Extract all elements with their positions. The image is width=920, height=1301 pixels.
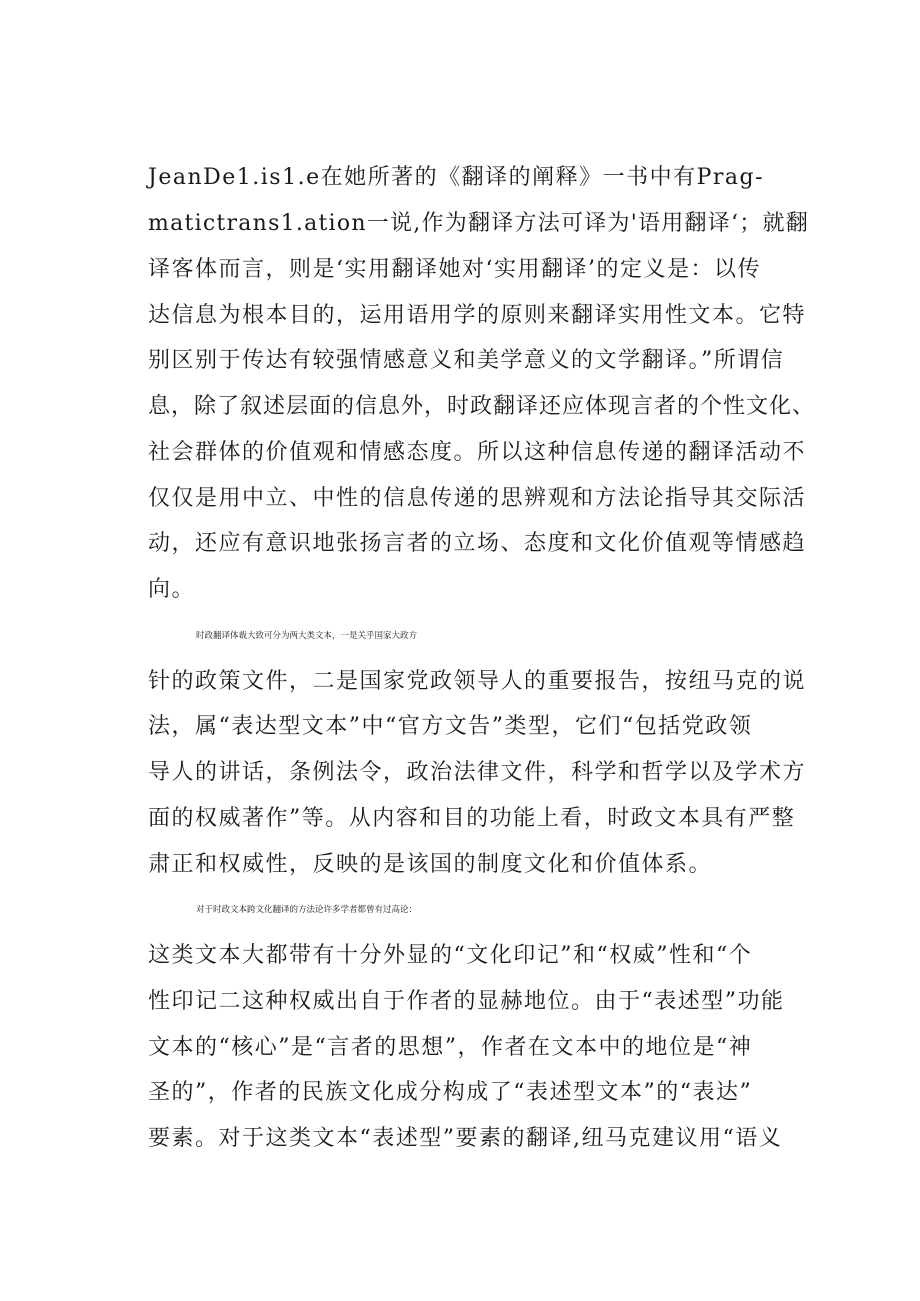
paragraph-1-line-7: 社会群体的价值观和情感态度。所以这种信息传递的翻译活动不 xyxy=(148,440,807,465)
paragraph-1-line-3: 译客体而言，则是‘实用翻译她对‘实用翻译’的定义是：以传 xyxy=(148,257,761,282)
paragraph-1-line-9: 动，还应有意识地张扬言者的立场、态度和文化价值观等情感趋 xyxy=(148,531,807,556)
paragraph-2-line-1: 时政翻译体裁大致可分为两大类文本，一是关乎国家大政方 xyxy=(196,631,418,641)
paragraph-3-line-1: 对于时政文本跨文化翻译的方法论许多学者都曾有过高论： xyxy=(196,905,418,915)
paragraph-3-line-6: 要素。对于这类文本“表述型”要素的翻译,纽马克建议用“语义 xyxy=(148,1126,783,1151)
paragraph-1-line-8: 仅仅是用中立、中性的信息传递的思辨观和方法论指导其交际活 xyxy=(148,486,807,511)
paragraph-1-line-6: 息，除了叙述层面的信息外，时政翻译还应体现言者的个性文化、 xyxy=(148,394,816,419)
paragraph-2-line-2: 针的政策文件，二是国家党政领导人的重要报告，按纽马克的说 xyxy=(148,669,807,694)
paragraph-2-line-3: 法，属“表达型文本”中“官方文告”类型，它们“包括党政领 xyxy=(148,714,753,739)
paragraph-3-line-5: 圣的”，作者的民族文化成分构成了“表述型文本”的“表达” xyxy=(148,1080,753,1105)
paragraph-1-line-4: 达信息为根本目的，运用语用学的原则来翻译实用性文本。它特 xyxy=(148,303,807,328)
paragraph-1-line-10: 向。 xyxy=(148,577,196,602)
paragraph-3-line-3: 性印记二这种权威出自于作者的显赫地位。由于“表述型”功能 xyxy=(148,989,785,1014)
paragraph-2-line-5: 面的权威著作”等。从内容和目的功能上看，时政文本具有严整 xyxy=(148,806,796,831)
paragraph-2-line-4: 导人的讲话，条例法令，政治法律文件，科学和哲学以及学术方 xyxy=(148,760,807,785)
paragraph-3-line-2: 这类文本大都带有十分外显的“文化印记”和“权威”性和“个 xyxy=(148,943,753,968)
paragraph-1-line-5: 别区别于传达有较强情感意义和美学意义的文学翻译。”所谓信 xyxy=(148,348,785,373)
paragraph-1-line-1: JeanDe1.is1.e在她所著的《翻译的阐释》一书中有Prag- xyxy=(148,165,765,190)
paragraph-1-line-2: matictrans1.ation一说,作为翻译方法可译为'语用翻译‘；就翻 xyxy=(148,211,810,236)
paragraph-3-line-4: 文本的“核心”是“言者的思想”，作者在文本中的地位是“神 xyxy=(148,1035,753,1060)
paragraph-2-line-6: 肃正和权威性，反映的是该国的制度文化和价值体系。 xyxy=(148,852,713,877)
